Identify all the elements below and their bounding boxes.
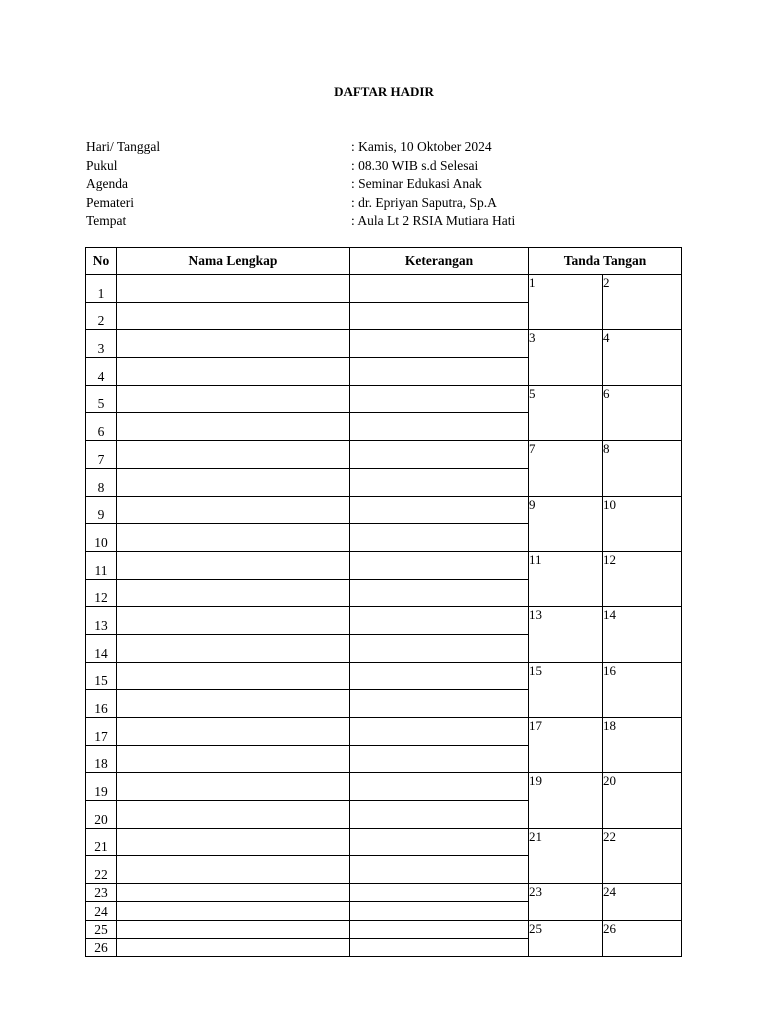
keterangan-cell[interactable] bbox=[350, 902, 529, 920]
keterangan-cell[interactable] bbox=[350, 302, 529, 330]
row-number: 12 bbox=[86, 579, 117, 607]
row-number: 2 bbox=[86, 302, 117, 330]
signature-cell[interactable]: 12 bbox=[603, 551, 682, 606]
header-tanda-tangan: Tanda Tangan bbox=[529, 248, 682, 275]
signature-cell[interactable]: 13 bbox=[529, 607, 603, 662]
row-number: 13 bbox=[86, 607, 117, 635]
row-number: 1 bbox=[86, 275, 117, 303]
row-number: 7 bbox=[86, 441, 117, 469]
signature-cell[interactable]: 9 bbox=[529, 496, 603, 551]
keterangan-cell[interactable] bbox=[350, 468, 529, 496]
info-label: Pemateri bbox=[86, 194, 134, 210]
keterangan-cell[interactable] bbox=[350, 496, 529, 524]
info-value: : dr. Epriyan Saputra, Sp.A bbox=[351, 194, 497, 210]
table-row bbox=[86, 718, 682, 746]
table-row bbox=[86, 385, 682, 413]
keterangan-cell[interactable] bbox=[350, 385, 529, 413]
table-row bbox=[86, 828, 682, 856]
table-row bbox=[86, 275, 682, 303]
nama-lengkap-cell[interactable] bbox=[117, 662, 350, 690]
event-info bbox=[86, 138, 686, 231]
keterangan-cell[interactable] bbox=[350, 413, 529, 441]
table-row bbox=[86, 441, 682, 469]
nama-lengkap-cell[interactable] bbox=[117, 468, 350, 496]
signature-cell[interactable]: 25 bbox=[529, 920, 603, 957]
nama-lengkap-cell[interactable] bbox=[117, 413, 350, 441]
document-title: DAFTAR HADIR bbox=[334, 84, 434, 99]
signature-cell[interactable]: 7 bbox=[529, 441, 603, 496]
row-number: 22 bbox=[86, 856, 117, 884]
info-label: Pukul bbox=[86, 157, 118, 173]
signature-cell[interactable]: 20 bbox=[603, 773, 682, 828]
info-value: : Kamis, 10 Oktober 2024 bbox=[351, 139, 492, 154]
info-row bbox=[86, 194, 686, 213]
info-label: Tempat bbox=[86, 213, 127, 228]
signature-cell[interactable]: 17 bbox=[529, 718, 603, 773]
signature-cell[interactable]: 23 bbox=[529, 884, 603, 921]
info-row bbox=[86, 157, 686, 176]
nama-lengkap-cell[interactable] bbox=[117, 902, 350, 920]
keterangan-cell[interactable] bbox=[350, 441, 529, 469]
signature-cell[interactable]: 11 bbox=[529, 551, 603, 606]
info-value: : 08.30 WIB s.d Selesai bbox=[351, 157, 479, 173]
row-number: 19 bbox=[86, 773, 117, 801]
keterangan-cell[interactable] bbox=[350, 358, 529, 386]
row-number: 4 bbox=[86, 358, 117, 386]
row-number: 10 bbox=[86, 524, 117, 552]
table-row bbox=[86, 607, 682, 635]
signature-cell[interactable]: 8 bbox=[603, 441, 682, 496]
nama-lengkap-cell[interactable] bbox=[117, 690, 350, 718]
keterangan-cell[interactable] bbox=[350, 745, 529, 773]
row-number: 5 bbox=[86, 385, 117, 413]
nama-lengkap-cell[interactable] bbox=[117, 828, 350, 856]
row-number: 17 bbox=[86, 718, 117, 746]
nama-lengkap-cell[interactable] bbox=[117, 330, 350, 358]
signature-cell[interactable]: 3 bbox=[529, 330, 603, 385]
attendance-table bbox=[85, 247, 682, 957]
nama-lengkap-cell[interactable] bbox=[117, 275, 350, 303]
info-label: Hari/ Tanggal bbox=[86, 139, 161, 154]
nama-lengkap-cell[interactable] bbox=[117, 524, 350, 552]
nama-lengkap-cell[interactable] bbox=[117, 358, 350, 386]
keterangan-cell[interactable] bbox=[350, 579, 529, 607]
signature-cell[interactable]: 15 bbox=[529, 662, 603, 717]
row-number: 9 bbox=[86, 496, 117, 524]
signature-cell[interactable]: 18 bbox=[603, 718, 682, 773]
header-no: No bbox=[86, 248, 117, 275]
info-value: : Aula Lt 2 RSIA Mutiara Hati bbox=[351, 213, 516, 228]
signature-cell[interactable]: 4 bbox=[603, 330, 682, 385]
row-number: 14 bbox=[86, 634, 117, 662]
keterangan-cell[interactable] bbox=[350, 551, 529, 579]
info-row bbox=[86, 175, 686, 194]
header-keterangan: Keterangan bbox=[350, 248, 529, 275]
row-number: 8 bbox=[86, 468, 117, 496]
keterangan-cell[interactable] bbox=[350, 856, 529, 884]
keterangan-cell[interactable] bbox=[350, 690, 529, 718]
signature-cell[interactable]: 21 bbox=[529, 828, 603, 883]
nama-lengkap-cell[interactable] bbox=[117, 441, 350, 469]
info-value: : Seminar Edukasi Anak bbox=[351, 176, 482, 191]
header-nama-lengkap: Nama Lengkap bbox=[117, 248, 350, 275]
nama-lengkap-cell[interactable] bbox=[117, 920, 350, 938]
nama-lengkap-cell[interactable] bbox=[117, 634, 350, 662]
keterangan-cell[interactable] bbox=[350, 718, 529, 746]
row-number: 25 bbox=[86, 920, 117, 938]
row-number: 15 bbox=[86, 662, 117, 690]
row-number: 26 bbox=[86, 939, 117, 957]
signature-cell[interactable]: 26 bbox=[603, 920, 682, 957]
table-row bbox=[86, 330, 682, 358]
keterangan-cell[interactable] bbox=[350, 662, 529, 690]
info-row bbox=[86, 212, 686, 231]
keterangan-cell[interactable] bbox=[350, 275, 529, 303]
row-number: 24 bbox=[86, 902, 117, 920]
table-row bbox=[86, 496, 682, 524]
signature-cell[interactable]: 5 bbox=[529, 385, 603, 440]
signature-cell[interactable]: 22 bbox=[603, 828, 682, 883]
keterangan-cell[interactable] bbox=[350, 884, 529, 902]
table-header-row bbox=[86, 248, 682, 275]
keterangan-cell[interactable] bbox=[350, 828, 529, 856]
info-label: Agenda bbox=[86, 176, 128, 191]
signature-cell[interactable]: 14 bbox=[603, 607, 682, 662]
nama-lengkap-cell[interactable] bbox=[117, 607, 350, 635]
keterangan-cell[interactable] bbox=[350, 634, 529, 662]
signature-cell[interactable]: 6 bbox=[603, 385, 682, 440]
signature-cell[interactable]: 10 bbox=[603, 496, 682, 551]
keterangan-cell[interactable] bbox=[350, 920, 529, 938]
table-row bbox=[86, 920, 682, 938]
row-number: 6 bbox=[86, 413, 117, 441]
table-row bbox=[86, 884, 682, 902]
nama-lengkap-cell[interactable] bbox=[117, 496, 350, 524]
row-number: 23 bbox=[86, 884, 117, 902]
nama-lengkap-cell[interactable] bbox=[117, 745, 350, 773]
nama-lengkap-cell[interactable] bbox=[117, 856, 350, 884]
signature-cell[interactable]: 2 bbox=[603, 275, 682, 330]
keterangan-cell[interactable] bbox=[350, 939, 529, 957]
row-number: 11 bbox=[86, 551, 117, 579]
table-row bbox=[86, 551, 682, 579]
table-row bbox=[86, 773, 682, 801]
signature-cell[interactable]: 1 bbox=[529, 275, 603, 330]
row-number: 20 bbox=[86, 801, 117, 829]
info-row bbox=[86, 138, 686, 157]
row-number: 21 bbox=[86, 828, 117, 856]
keterangan-cell[interactable] bbox=[350, 607, 529, 635]
signature-cell[interactable]: 24 bbox=[603, 884, 682, 921]
nama-lengkap-cell[interactable] bbox=[117, 551, 350, 579]
nama-lengkap-cell[interactable] bbox=[117, 302, 350, 330]
signature-cell[interactable]: 16 bbox=[603, 662, 682, 717]
signature-cell[interactable]: 19 bbox=[529, 773, 603, 828]
nama-lengkap-cell[interactable] bbox=[117, 385, 350, 413]
keterangan-cell[interactable] bbox=[350, 801, 529, 829]
keterangan-cell[interactable] bbox=[350, 330, 529, 358]
table-row bbox=[86, 662, 682, 690]
nama-lengkap-cell[interactable] bbox=[117, 579, 350, 607]
keterangan-cell[interactable] bbox=[350, 773, 529, 801]
nama-lengkap-cell[interactable] bbox=[117, 718, 350, 746]
keterangan-cell[interactable] bbox=[350, 524, 529, 552]
row-number: 16 bbox=[86, 690, 117, 718]
nama-lengkap-cell[interactable] bbox=[117, 773, 350, 801]
nama-lengkap-cell[interactable] bbox=[117, 884, 350, 902]
nama-lengkap-cell[interactable] bbox=[117, 939, 350, 957]
row-number: 18 bbox=[86, 745, 117, 773]
row-number: 3 bbox=[86, 330, 117, 358]
nama-lengkap-cell[interactable] bbox=[117, 801, 350, 829]
